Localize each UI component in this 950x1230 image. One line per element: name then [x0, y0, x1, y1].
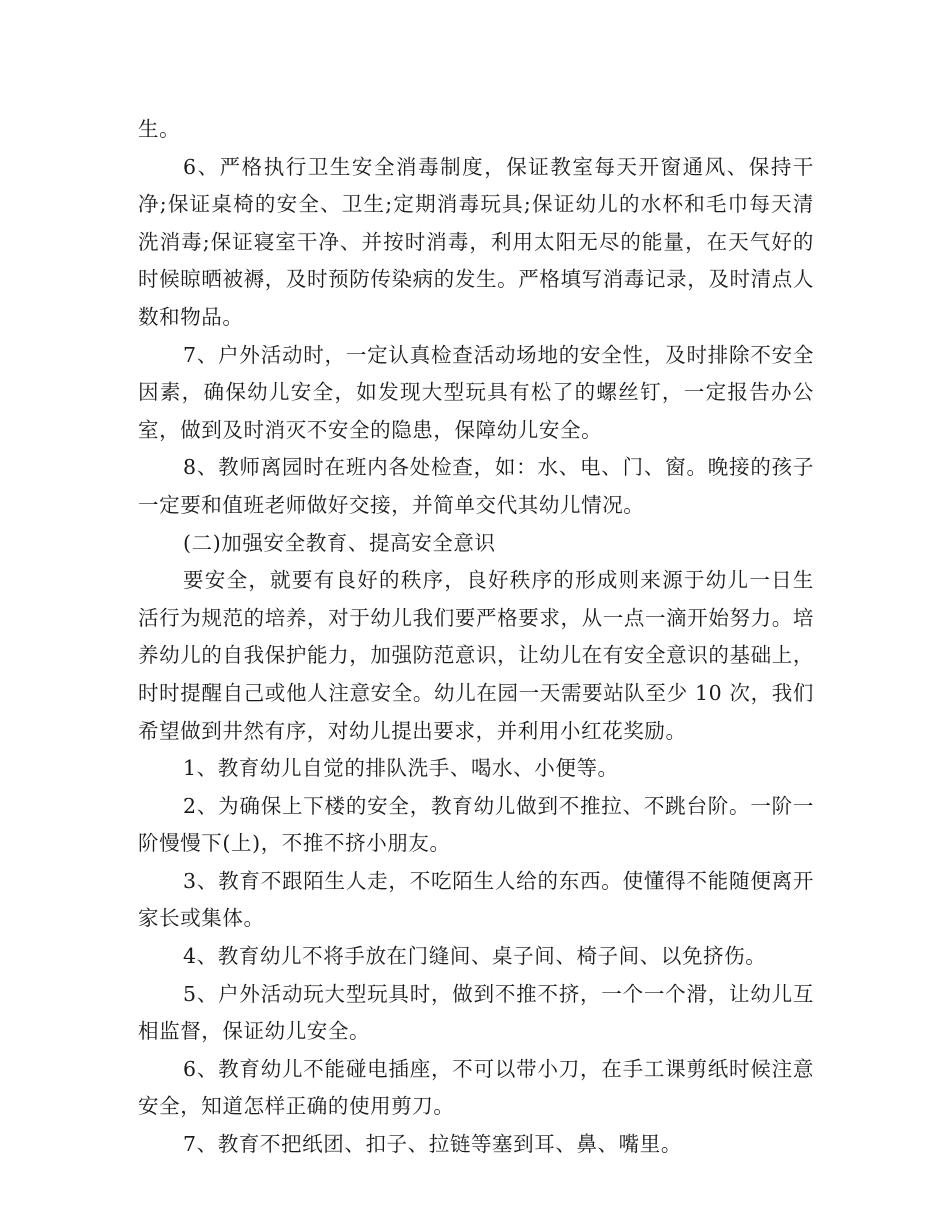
section-heading: (二)加强安全教育、提高安全意识 — [183, 530, 496, 555]
paragraph-item-6-disinfection: 6、严格执行卫生安全消毒制度，保证教室每天开窗通风、保持干净;保证桌椅的安全、卫生;定期消毒玩具;保证幼儿的水杯和毛巾每天清洗消毒;保证寝室干净、并按时消毒，利用太阳无尽的能量，在天气好的时候晾晒被褥，及时预防传染病的发生。严格填写消毒记录，及时清点人数和物品。 — [138, 154, 814, 329]
paragraph-edu-item-6: 6、教育幼儿不能碰电插座，不可以带小刀，在手工课剪纸时候注意安全，知道怎样正确的使用剪刀。 — [138, 1056, 814, 1119]
paragraph-edu-item-7: 7、教育不把纸团、扣子、拉链等塞到耳、鼻、嘴里。 — [183, 1132, 682, 1157]
document-body — [138, 111, 814, 1164]
paragraph-continuation: 生。 — [138, 117, 181, 141]
paragraph-edu-item-5: 5、户外活动玩大型玩具时，做到不推不挤，一个一个滑，让幼儿互相监督，保证幼儿安全。 — [138, 981, 814, 1044]
paragraph-item-8-leaving-check: 8、教师离园时在班内各处检查，如：水、电、门、窗。晚接的孩子一定要和值班老师做好交接，并简单交代其幼儿情况。 — [138, 455, 814, 517]
paragraph-edu-item-4: 4、教育幼儿不将手放在门缝间、桌子间、椅子间、以免挤伤。 — [183, 944, 767, 969]
paragraph-item-7-outdoor-safety: 7、户外活动时，一定认真检查活动场地的安全性，及时排除不安全因素，确保幼儿安全，如发现大型玩具有松了的螺丝钉，一定报告办公室，做到及时消灭不安全的隐患，保障幼儿安全。 — [138, 342, 814, 442]
paragraph-edu-item-2: 2、为确保上下楼的安全，教育幼儿做到不推拉、不跳台阶。一阶一阶慢慢下(上)，不推不挤小朋友。 — [138, 793, 814, 856]
paragraph-intro: 要安全，就要有良好的秩序，良好秩序的形成则来源于幼儿一日生活行为规范的培养，对于幼儿我们要严格要求，从一点一滴开始努力。培养幼儿的自我保护能力，加强防范意识，让幼儿在有安全意识的基础上，时时提醒自己或他人注意安全。幼儿在园一天需要站队至少 10 次，我们希望做到井然有序，对幼儿提出要求，并利用小红花奖励。 — [138, 568, 814, 743]
paragraph-edu-item-1: 1、教育幼儿自觉的排队洗手、喝水、小便等。 — [183, 756, 619, 781]
paragraph-edu-item-3: 3、教育不跟陌生人走，不吃陌生人给的东西。使懂得不能随便离开家长或集体。 — [138, 868, 814, 931]
